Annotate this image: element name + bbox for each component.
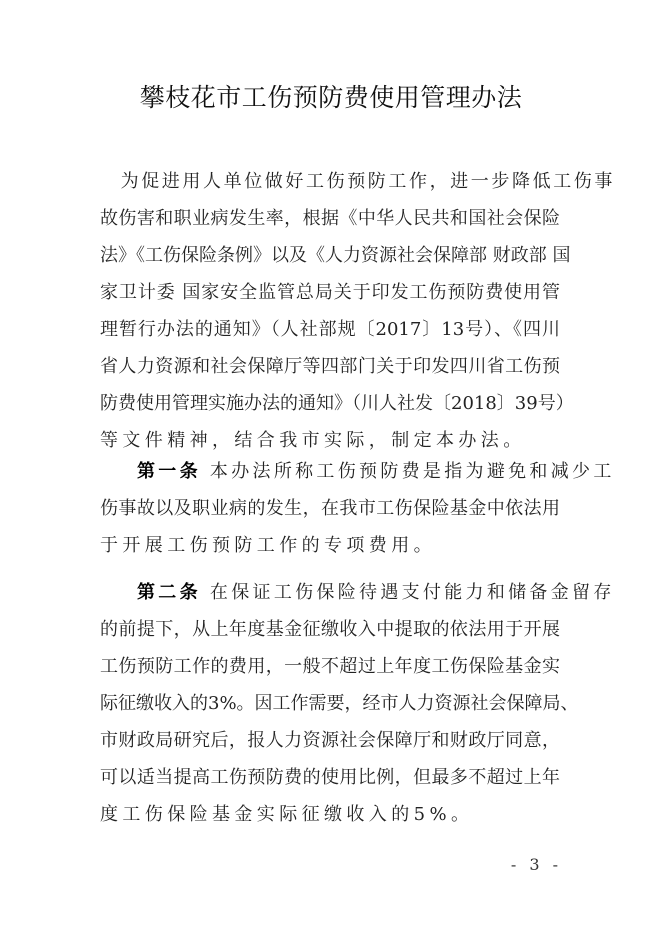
text-line: 际征缴收入的3%。因工作需要，经市人力资源社会保障局、 xyxy=(100,693,579,714)
text-line: 伤事故以及职业病的发生，在我市工伤保险基金中依法用 xyxy=(100,498,560,519)
text-line: 度工伤保险基金实际征缴收入的5%。 xyxy=(100,804,474,825)
article-text: 在保证工伤保险待遇支付能力和储备金留存 xyxy=(200,582,615,603)
text-line: 理暂行办法的通知》（人社部规〔2017〕13号）、《四川 xyxy=(100,319,560,340)
article-heading: 第一条 xyxy=(137,461,201,482)
page-number: - 3 - xyxy=(510,855,562,874)
text-line: 可以适当提高工伤预防费的使用比例，但最多不超过上年 xyxy=(100,767,560,788)
text-line: 工伤预防工作的费用，一般不超过上年度工伤保险基金实 xyxy=(100,656,560,677)
text-line xyxy=(137,460,615,484)
text-line: 市财政局研究后，报人力资源社会保障厅和财政厅同意， xyxy=(100,730,560,751)
text-line: 省人力资源和社会保障厅等四部门关于印发四川省工伤预 xyxy=(100,356,560,377)
article-text: 本办法所称工伤预防费是指为避免和减少工 xyxy=(200,461,615,482)
text-line: 家卫计委 国家安全监管总局关于印发工伤预防费使用管 xyxy=(100,282,560,303)
document-title: 攀枝花市工伤预防费使用管理办法 xyxy=(139,83,523,112)
text-line: 于开展工伤预防工作的专项费用。 xyxy=(100,535,436,556)
text-line: 等文件精神，结合我市实际，制定本办法。 xyxy=(100,430,526,451)
text-line xyxy=(137,581,615,605)
article-heading: 第二条 xyxy=(137,582,201,603)
text-line: 的前提下，从上年度基金征缴收入中提取的依法用于开展 xyxy=(100,619,560,640)
text-line: 法》《工伤保险条例》以及《人力资源社会保障部 财政部 国 xyxy=(100,245,571,266)
text-line: 为促进用人单位做好工伤预防工作，进一步降低工伤事 xyxy=(100,171,615,192)
text-line: 防费使用管理实施办法的通知》（川人社发〔2018〕39号） xyxy=(100,393,574,414)
text-line: 故伤害和职业病发生率，根据《中华人民共和国社会保险 xyxy=(100,208,560,229)
